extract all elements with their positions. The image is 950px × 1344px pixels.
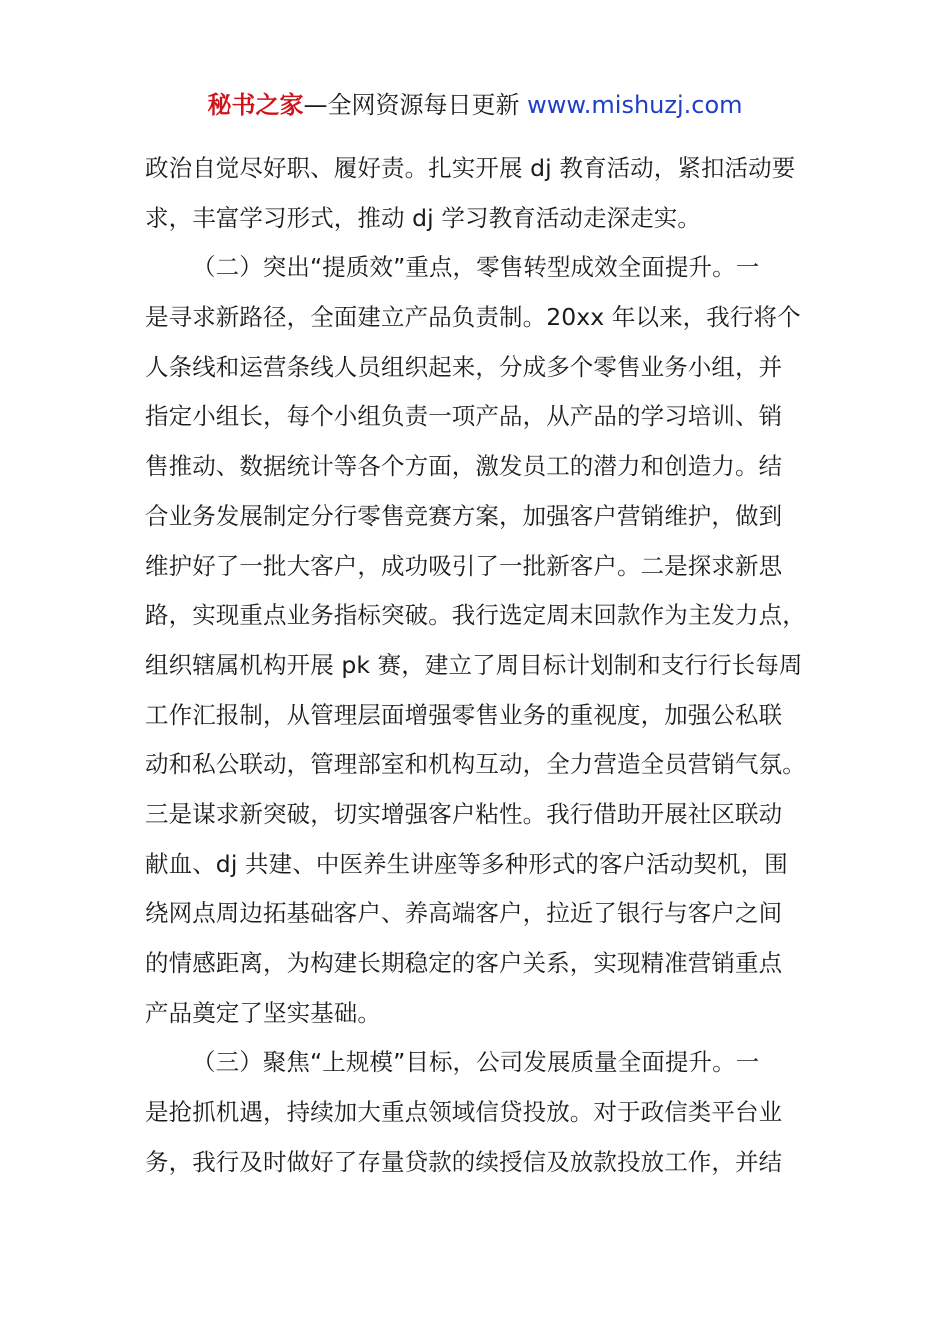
brand-name: 秘书之家	[207, 91, 304, 119]
body-line: 产品奠定了坚实基础。	[145, 998, 381, 1027]
paragraph-start-line: （二）突出“提质效”重点，零售转型成效全面提升。一	[192, 253, 760, 282]
body-line: 务，我行及时做好了存量贷款的续授信及放款投放工作，并结	[145, 1147, 783, 1176]
body-line: 绕网点周边拓基础客户、养高端客户，拉近了银行与客户之间	[145, 899, 783, 928]
body-line: 三是谋求新突破，切实增强客户粘性。我行借助开展社区联动	[145, 799, 783, 828]
paragraph-start-line: （三）聚焦“上规模”目标，公司发展质量全面提升。一	[192, 1048, 760, 1077]
body-line: 是抢抓机遇，持续加大重点领域信贷投放。对于政信类平台业	[145, 1098, 783, 1127]
page-header	[0, 88, 950, 122]
body-line: 政治自觉尽好职、履好责。扎实开展 dj 教育活动，紧扣活动要	[145, 154, 796, 182]
body-line: 工作汇报制，从管理层面增强零售业务的重视度，加强公私联	[145, 700, 783, 729]
header-tagline: —全网资源每日更新	[303, 91, 528, 119]
body-line: 组织辖属机构开展 pk 赛，建立了周目标计划制和支行行长每周	[145, 650, 803, 679]
body-line: 售推动、数据统计等各个方面，激发员工的潜力和创造力。结	[145, 452, 783, 481]
body-line: 人条线和运营条线人员组织起来，分成多个零售业务小组，并	[145, 352, 783, 381]
document-body	[145, 144, 815, 1187]
body-line: 是寻求新路径，全面建立产品负责制。20xx 年以来，我行将个	[145, 303, 801, 332]
body-line: 献血、dj 共建、中医养生讲座等多种形式的客户活动契机，围	[145, 849, 788, 878]
body-line: 合业务发展制定分行零售竞赛方案，加强客户营销维护，做到	[145, 501, 783, 530]
body-line: 维护好了一批大客户，成功吸引了一批新客户。二是探求新思	[145, 551, 783, 580]
body-line: 求，丰富学习形式，推动 dj 学习教育活动走深走实。	[145, 203, 701, 232]
body-line: 路，实现重点业务指标突破。我行选定周末回款作为主发力点，	[145, 601, 806, 630]
site-url-link[interactable]: www.mishuzj.com	[527, 91, 743, 119]
body-line: 的情感距离，为构建长期稳定的客户关系，实现精准营销重点	[145, 949, 783, 977]
body-line: 指定小组长，每个小组负责一项产品，从产品的学习培训、销	[145, 402, 783, 431]
body-line: 动和私公联动，管理部室和机构互动，全力营造全员营销气氛。	[145, 750, 806, 779]
